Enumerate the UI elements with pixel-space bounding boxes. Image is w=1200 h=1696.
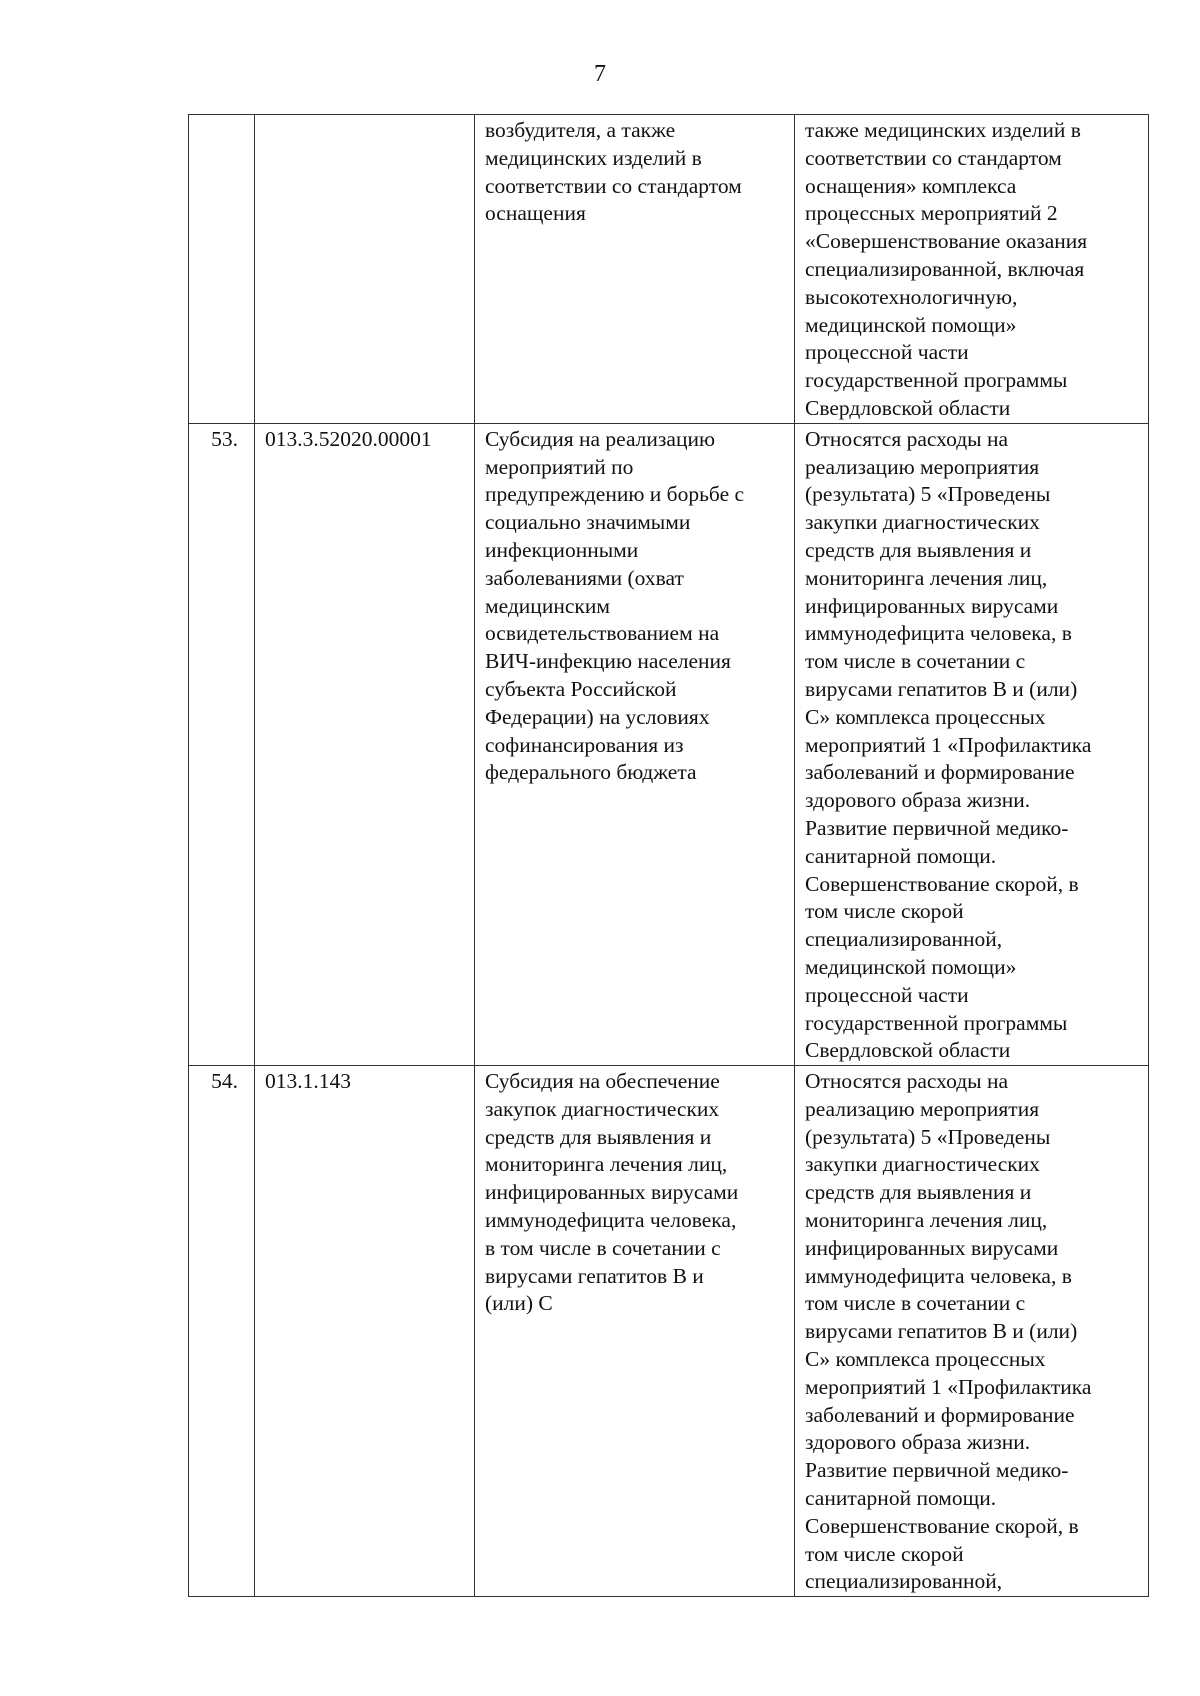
- cell-text-line: вирусами гепатитов В и (или): [805, 1319, 1078, 1344]
- cell-text-line: (результата) 5 «Проведены: [805, 1124, 1051, 1149]
- cell-text-line: Субсидия на реализацию: [485, 426, 716, 451]
- cell-text-line: (результата) 5 «Проведены: [805, 482, 1051, 507]
- cell-text-line: санитарной помощи.: [805, 843, 997, 868]
- cell-text-line: С» комплекса процессных: [805, 704, 1046, 729]
- row-number-cell: 54.: [189, 1066, 255, 1597]
- cell-text-line: иммунодефицита человека,: [485, 1208, 737, 1233]
- cell-text-line: Развитие первичной медико-: [805, 1458, 1069, 1483]
- cell-text-line: мониторинга лечения лиц,: [805, 565, 1048, 590]
- cell-text-line: медицинской помощи»: [805, 954, 1017, 979]
- cell-text-line: государственной программы: [805, 1010, 1068, 1035]
- cell-text-line: медицинских изделий в: [485, 145, 702, 170]
- cell-text-line: том числе скорой: [805, 1541, 964, 1566]
- code-cell: [255, 115, 475, 424]
- table-body: [189, 115, 1149, 1597]
- cell-text-line: в том числе в сочетании с: [485, 1235, 721, 1260]
- cell-text-line: заболеваний и формирование: [805, 1402, 1075, 1427]
- code-cell: 013.1.143: [255, 1066, 475, 1597]
- cell-text-line: мониторинга лечения лиц,: [805, 1208, 1048, 1233]
- cell-text-line: том числе в сочетании с: [805, 649, 1026, 674]
- cell-text-line: мониторинга лечения лиц,: [485, 1152, 728, 1177]
- cell-text-line: реализацию мероприятия: [805, 1096, 1040, 1121]
- cell-text-line: мероприятий 1 «Профилактика: [805, 732, 1092, 757]
- cell-text-line: субъекта Российской: [485, 676, 677, 701]
- table-row: [189, 423, 1149, 1065]
- cell-text-line: средств для выявления и: [485, 1124, 712, 1149]
- cell-text-line: Относятся расходы на: [805, 426, 1009, 451]
- cell-text-line: социально значимыми: [485, 510, 691, 535]
- code-cell: 013.3.52020.00001: [255, 423, 475, 1065]
- cell-text-line: Свердловской области: [805, 1038, 1011, 1063]
- cell-text-line: С» комплекса процессных: [805, 1347, 1046, 1372]
- description-cell: [795, 1066, 1149, 1597]
- cell-text-line: оснащения» комплекса: [805, 173, 1017, 198]
- cell-text-line: медицинской помощи»: [805, 312, 1017, 337]
- name-cell: [475, 115, 795, 424]
- row-number-cell: [189, 115, 255, 424]
- cell-text-line: мероприятий 1 «Профилактика: [805, 1374, 1092, 1399]
- cell-text-line: оснащения: [485, 201, 586, 226]
- cell-text-line: Субсидия на обеспечение: [485, 1069, 720, 1094]
- cell-text-line: соответствии со стандартом: [805, 145, 1062, 170]
- cell-text-line: предупреждению и борьбе с: [485, 482, 745, 507]
- cell-text-line: вирусами гепатитов В и: [485, 1263, 704, 1288]
- cell-text-line: вирусами гепатитов В и (или): [805, 676, 1078, 701]
- name-cell: [475, 1066, 795, 1597]
- cell-text-line: Совершенствование скорой, в: [805, 1513, 1079, 1538]
- cell-text-line: государственной программы: [805, 368, 1068, 393]
- cell-text-line: соответствии со стандартом: [485, 173, 742, 198]
- description-cell: [795, 115, 1149, 424]
- cell-text-line: здорового образа жизни.: [805, 1430, 1031, 1455]
- cell-text-line: федерального бюджета: [485, 760, 697, 785]
- cell-text-line: средств для выявления и: [805, 537, 1032, 562]
- row-number-cell: 53.: [189, 423, 255, 1065]
- cell-text-line: Развитие первичной медико-: [805, 815, 1069, 840]
- cell-text-line: закупки диагностических: [805, 1152, 1040, 1177]
- cell-text-line: «Совершенствование оказания: [805, 229, 1088, 254]
- cell-text-line: (или) С: [485, 1291, 553, 1316]
- cell-text-line: закупок диагностических: [485, 1096, 720, 1121]
- description-cell: [795, 423, 1149, 1065]
- name-cell: [475, 423, 795, 1065]
- cell-text-line: инфицированных вирусами: [485, 1180, 739, 1205]
- cell-text-line: специализированной,: [805, 927, 1003, 952]
- cell-text-line: санитарной помощи.: [805, 1486, 997, 1511]
- cell-text-line: заболеваний и формирование: [805, 760, 1075, 785]
- cell-text-line: реализацию мероприятия: [805, 454, 1040, 479]
- table-row: [189, 115, 1149, 424]
- cell-text-line: высокотехнологичную,: [805, 284, 1018, 309]
- cell-text-line: софинансирования из: [485, 732, 684, 757]
- cell-text-line: инфицированных вирусами: [805, 593, 1059, 618]
- cell-text-line: специализированной,: [805, 1569, 1003, 1594]
- cell-text-line: том числе скорой: [805, 899, 964, 924]
- cell-text-line: также медицинских изделий в: [805, 118, 1081, 142]
- cell-text-line: процессной части: [805, 340, 969, 365]
- cell-text-line: мероприятий по: [485, 454, 634, 479]
- cell-text-line: Относятся расходы на: [805, 1069, 1009, 1094]
- cell-text-line: специализированной, включая: [805, 256, 1085, 281]
- cell-text-line: иммунодефицита человека, в: [805, 621, 1072, 646]
- expense-table: [188, 114, 1149, 1597]
- page-number: 7: [594, 61, 606, 87]
- cell-text-line: Совершенствование скорой, в: [805, 871, 1079, 896]
- cell-text-line: Свердловской области: [805, 395, 1011, 420]
- cell-text-line: том числе в сочетании с: [805, 1291, 1026, 1316]
- cell-text-line: заболеваниями (охват: [485, 565, 684, 590]
- cell-text-line: процессной части: [805, 982, 969, 1007]
- cell-text-line: здорового образа жизни.: [805, 788, 1031, 813]
- cell-text-line: закупки диагностических: [805, 510, 1040, 535]
- cell-text-line: иммунодефицита человека, в: [805, 1263, 1072, 1288]
- cell-text-line: освидетельствованием на: [485, 621, 720, 646]
- cell-text-line: инфицированных вирусами: [805, 1235, 1059, 1260]
- cell-text-line: ВИЧ-инфекцию населения: [485, 649, 731, 674]
- cell-text-line: возбудителя, а также: [485, 118, 676, 142]
- cell-text-line: медицинским: [485, 593, 610, 618]
- cell-text-line: Федерации) на условиях: [485, 704, 710, 729]
- table-row: [189, 1066, 1149, 1597]
- cell-text-line: инфекционными: [485, 537, 639, 562]
- cell-text-line: средств для выявления и: [805, 1180, 1032, 1205]
- cell-text-line: процессных мероприятий 2: [805, 201, 1058, 226]
